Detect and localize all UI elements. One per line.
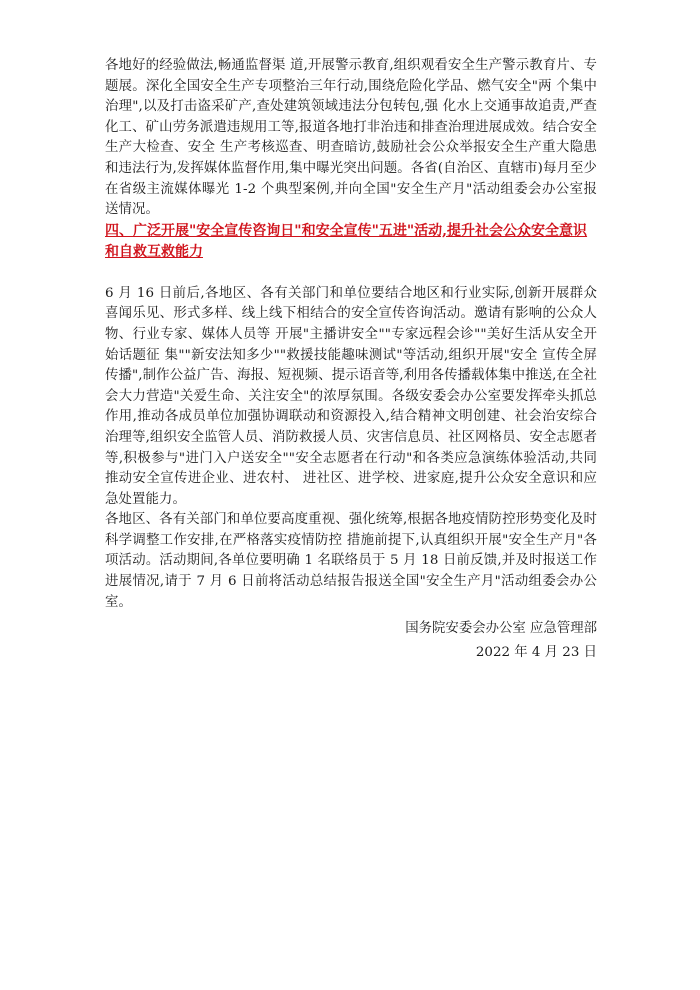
- issue-date: 2022 年 4 月 23 日: [475, 644, 597, 660]
- paragraph-requirements: 各地区、各有关部门和单位要高度重视、强化统筹,根据各地疫情防控形势变化及时科学调整工作安排,在严格落实疫情防控 措施前提下,认真组织开展"安全生产月"各项活动。活动期间,各单位要明确 1 名联络员于 5 月 18 日前反馈,并及时报送工作进展情况,请于 7 月 6 日前将活动总结报告报送全国"安全生产月"活动组委会办公室。: [105, 512, 597, 610]
- paragraph-supervision: 各地好的经验做法,畅通监督渠 道,开展警示教育,组织观看安全生产警示教育片、专题展。深化全国安全生产专项整治三年行动,围绕危险化学品、燃气安全"两 个集中治理",以及打击盗采矿产,查处建筑领域违法分包转包,强 化水上交通事故追责,严查化工、矿山劳务派遣违规用工等,报道各地打非治违和排查治理进展成效。结合安全生产大检查、安全 生产考核巡查、明查暗访,鼓励社会公众举报安全生产重大隐患和违法行为,发挥媒体监督作用,集中曝光突出问题。各省(自治区、直辖市)每月至少在省级主流媒体曝光 1-2 个典型案例,并向全国"安全生产月"活动组委会办公室报送情况。: [105, 58, 597, 218]
- document-page: [105, 56, 597, 663]
- section-heading-4: 四、广泛开展"安全宣传咨询日"和安全宣传"五进"活动,提升社会公众安全意识和自救互救能力: [105, 222, 588, 260]
- issuing-authority: 国务院安委会办公室 应急管理部: [405, 621, 597, 637]
- blank-line: [105, 263, 597, 284]
- paragraph-consultation-day: 6 月 16 日前后,各地区、各有关部门和单位要结合地区和行业实际,创新开展群众喜闻乐见、形式多样、线上线下相结合的安全宣传咨询活动。邀请有影响的公众人物、行业专家、媒体人员等 开展"主播讲安全""专家远程会诊""美好生活从安全开始话题征 集""新安法知多少""救援技能趣味测试"等活动,组织开展"安全 宣传全屏传播",制作公益广告、海报、短视频、提示语音等,利用各传播载体集中推送,在全社会大力营造"关爱生命、关注安全"的浓厚氛围。各级安委会办公室要发挥牵头抓总作用,推动各成员单位加强协调联动和资源投入,结合精神文明创建、社会治安综合治理等,组织安全监管人员、消防救援人员、灾害信息员、社区网格员、安全志愿者等,积极参与"进门入户送安全""安全志愿者在行动"和各类应急演练体验活动,共同推动安全宣传进企业、进农村、 进社区、进学校、进家庭,提升公众安全意识和应急处置能力。: [105, 285, 597, 507]
